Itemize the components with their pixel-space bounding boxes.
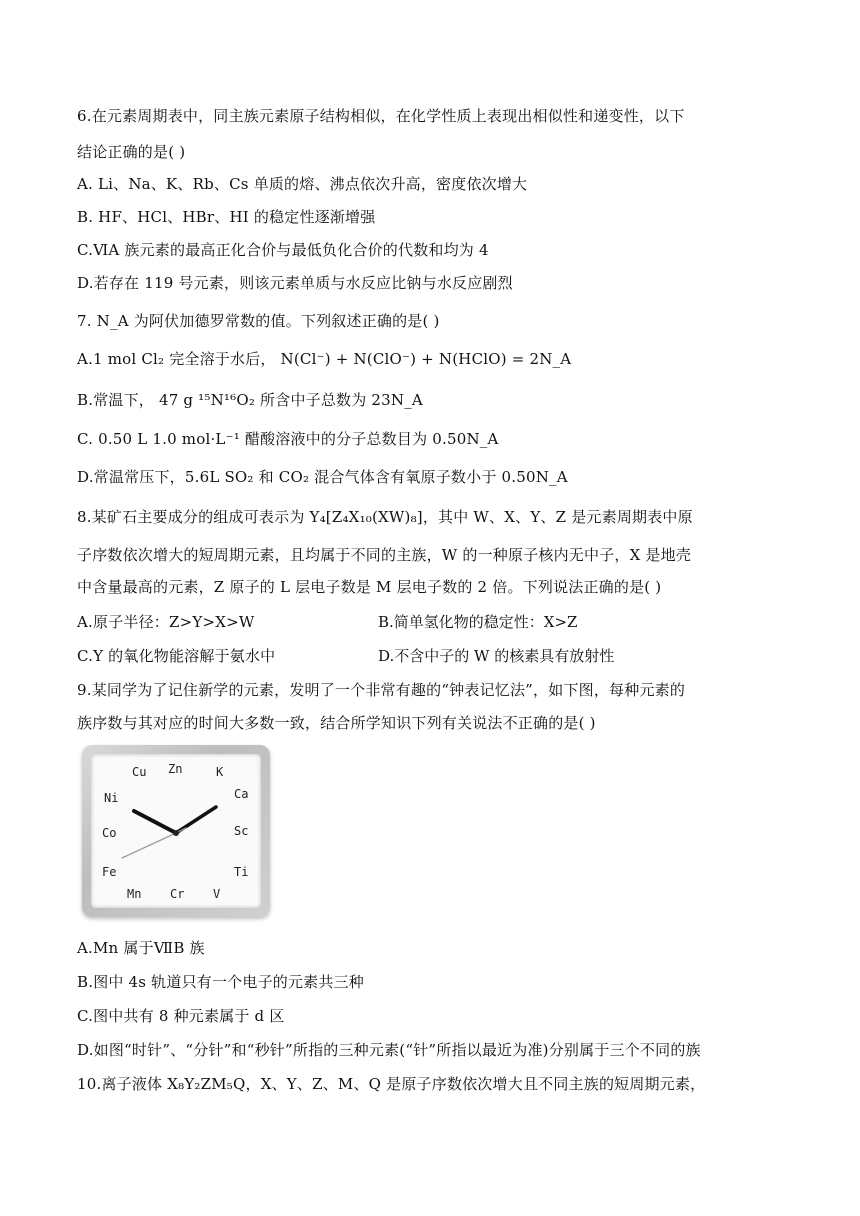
clock-element-mn: Mn bbox=[127, 887, 142, 901]
q6-option-c: C.ⅥA 族元素的最高正化合价与最低负化合价的代数和均为 4 bbox=[77, 241, 489, 259]
element-clock-figure bbox=[82, 745, 270, 917]
clock-center-pin bbox=[173, 830, 179, 836]
q7-option-a: A.1 mol Cl₂ 完全溶于水后， N(Cl⁻) + N(ClO⁻) + N(HClO) = 2N_A bbox=[77, 350, 572, 368]
clock-element-sc: Sc bbox=[234, 824, 249, 838]
q8-stem-line-2: 子序数依次增大的短周期元素，且均属于不同的主族，W 的一种原子核内无中子，X 是地壳 bbox=[77, 546, 692, 564]
q9-option-a: A.Mn 属于ⅦB 族 bbox=[77, 939, 205, 957]
q7-option-d: D.常温常压下，5.6L SO₂ 和 CO₂ 混合气体含有氧原子数小于 0.50N_A bbox=[77, 468, 568, 486]
q8-option-d: D.不含中子的 W 的核素具有放射性 bbox=[378, 647, 615, 665]
clock-hands bbox=[82, 745, 270, 917]
q8-option-a: A.原子半径：Z>Y>X>W bbox=[77, 613, 255, 631]
clock-element-cr: Cr bbox=[170, 887, 185, 901]
clock-element-ti: Ti bbox=[234, 865, 249, 879]
q7-stem: 7. N_A 为阿伏加德罗常数的值。下列叙述正确的是( ) bbox=[77, 312, 440, 330]
clock-element-k: K bbox=[216, 765, 224, 779]
q6-stem-line-2: 结论正确的是( ) bbox=[77, 143, 186, 161]
clock-element-fe: Fe bbox=[102, 865, 117, 879]
q8-stem-line-1: 8.某矿石主要成分的组成可表示为 Y₄[Z₄X₁₀(XW)₈]，其中 W、X、Y、Z 是元素周期表中原 bbox=[77, 508, 693, 526]
q8-stem-line-3: 中含量最高的元素，Z 原子的 L 层电子数是 M 层电子数的 2 倍。下列说法正确的是( ) bbox=[77, 578, 662, 596]
hour-hand bbox=[134, 811, 176, 833]
clock-element-v: V bbox=[213, 887, 221, 901]
clock-element-co: Co bbox=[102, 826, 117, 840]
minute-hand bbox=[176, 807, 216, 833]
q8-option-c: C.Y 的氧化物能溶解于氨水中 bbox=[77, 647, 276, 665]
second-hand bbox=[122, 833, 176, 858]
q9-stem-line-2: 族序数与其对应的时间大多数一致，结合所学知识下列有关说法不正确的是( ) bbox=[77, 714, 596, 732]
q7-option-c: C. 0.50 L 1.0 mol·L⁻¹ 醋酸溶液中的分子总数目为 0.50N_A bbox=[77, 430, 499, 448]
q10-stem-line-1: 10.离子液体 X₈Y₂ZM₅Q，X、Y、Z、M、Q 是原子序数依次增大且不同主族的短周期元素， bbox=[77, 1075, 706, 1093]
clock-element-cu: Cu bbox=[132, 765, 147, 779]
q9-option-b: B.图中 4s 轨道只有一个电子的元素共三种 bbox=[77, 973, 364, 991]
q6-option-a: A. Li、Na、K、Rb、Cs 单质的熔、沸点依次升高，密度依次增大 bbox=[77, 175, 528, 193]
clock-element-ca: Ca bbox=[234, 787, 249, 801]
q6-option-d: D.若存在 119 号元素，则该元素单质与水反应比钠与水反应剧烈 bbox=[77, 274, 513, 292]
clock-element-zn: Zn bbox=[168, 762, 183, 776]
q9-stem-line-1: 9.某同学为了记住新学的元素，发明了一个非常有趣的“钟表记忆法”，如下图，每种元素的 bbox=[77, 681, 686, 699]
q7-option-b: B.常温下， 47 g ¹⁵N¹⁶O₂ 所含中子总数为 23N_A bbox=[77, 391, 423, 409]
q8-option-b: B.简单氢化物的稳定性：X>Z bbox=[378, 613, 578, 631]
q9-option-d: D.如图“时针”、“分针”和“秒针”所指的三种元素(“针”所指以最近为准)分别属于三个不同的族 bbox=[77, 1041, 701, 1059]
clock-element-ni: Ni bbox=[104, 791, 119, 805]
q6-stem-line-1: 6.在元素周期表中，同主族元素原子结构相似，在化学性质上表现出相似性和递变性，以下 bbox=[77, 107, 685, 125]
q9-option-c: C.图中共有 8 种元素属于 d 区 bbox=[77, 1007, 285, 1025]
q6-option-b: B. HF、HCl、HBr、HI 的稳定性逐渐增强 bbox=[77, 208, 376, 226]
